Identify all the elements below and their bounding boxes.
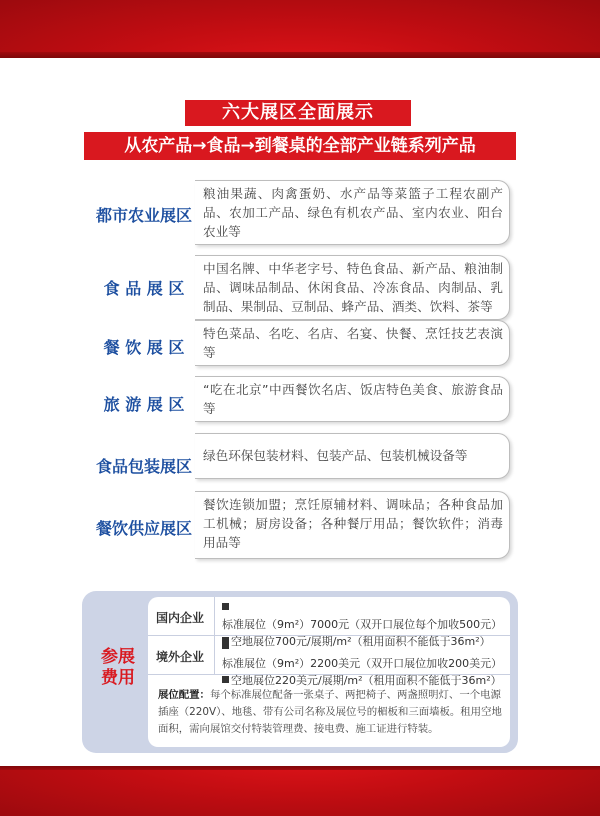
zone-desc: “吃在北京”中西餐饮名店、饭店特色美食、旅游食品等: [203, 382, 503, 416]
zone-box-urban-agriculture: [195, 180, 510, 245]
zone-desc: 粮油果蔬、肉禽蛋奶、水产品等菜篮子工程农副产品、农加工产品、绿色有机农产品、室内农业、阳台农业等: [203, 186, 503, 239]
square-bullet-icon: [222, 642, 229, 649]
square-bullet-icon: [222, 676, 229, 683]
zone-label-food: 食 品 展 区: [103, 279, 185, 298]
zone-desc: 特色菜品、名吃、名店、名宴、快餐、烹饪技艺表演等: [203, 326, 503, 360]
booth-config-note: 展位配置：每个标准展位配备一张桌子、两把椅子、两盏照明灯、一个电源插座（220V）、地毯、带有公司名称及展位号的楣板和三面墙板。租用空地面积，需向展馆交付特装管理费、接电费、施工证进行特装。: [158, 689, 502, 735]
fee-category: 境外企业: [156, 650, 205, 664]
top-red-band: [0, 0, 600, 58]
zone-box-food: [195, 255, 510, 320]
fee-row-domestic: [148, 597, 510, 648]
zone-label-catering: 餐 饮 展 区: [103, 338, 185, 357]
page-title: 六大展区全面展示: [185, 100, 411, 126]
zone-box-tourism: [195, 376, 510, 422]
zone-label-food-packaging: 食品包装展区: [95, 457, 192, 476]
fee-category: 国内企业: [156, 611, 205, 625]
bottom-red-band: [0, 766, 600, 816]
page-subtitle: 从农产品→食品→到餐桌的全部产业链系列产品: [84, 132, 516, 160]
fee-standard-booth: 标准展位（9m²）7000元（双开口展位每个加收500元）: [222, 599, 510, 633]
zone-label-catering-supply: 餐饮供应展区: [95, 519, 192, 538]
fees-label: 参展 费用: [101, 647, 135, 688]
zone-label-tourism: 旅 游 展 区: [103, 395, 185, 414]
fee-raw-space: 空地展位700元/展期/m²（租用面积不能低于36m²）: [222, 633, 510, 650]
fees-table: [148, 597, 510, 747]
zone-desc: 餐饮连锁加盟；烹饪原辅材料、调味品；各种食品加工机械；厨房设备；各种餐厅用品；餐饮软件；消毒用品等: [203, 497, 503, 550]
square-bullet-icon: [222, 603, 229, 610]
zone-box-catering-supply: [195, 491, 510, 559]
fee-standard-booth: 标准展位（9m²）2200美元（双开口展位加收200美元）: [222, 638, 510, 672]
zone-label-urban-agriculture: 都市农业展区: [95, 206, 192, 225]
fee-row-overseas: [148, 636, 510, 687]
fee-raw-space: 空地展位220美元/展期/m²（租用面积不能低于36m²）: [222, 672, 510, 689]
exhibition-fees-panel: [82, 591, 518, 753]
zone-box-food-packaging: [195, 433, 510, 479]
zone-desc: 绿色环保包装材料、包装产品、包装机械设备等: [203, 448, 468, 463]
zone-box-catering: [195, 320, 510, 366]
zone-desc: 中国名牌、中华老字号、特色食品、新产品、粮油制品、调味品制品、休闲食品、冷冻食品、肉制品、乳制品、果制品、豆制品、蜂产品、酒类、饮料、茶等: [203, 261, 503, 314]
